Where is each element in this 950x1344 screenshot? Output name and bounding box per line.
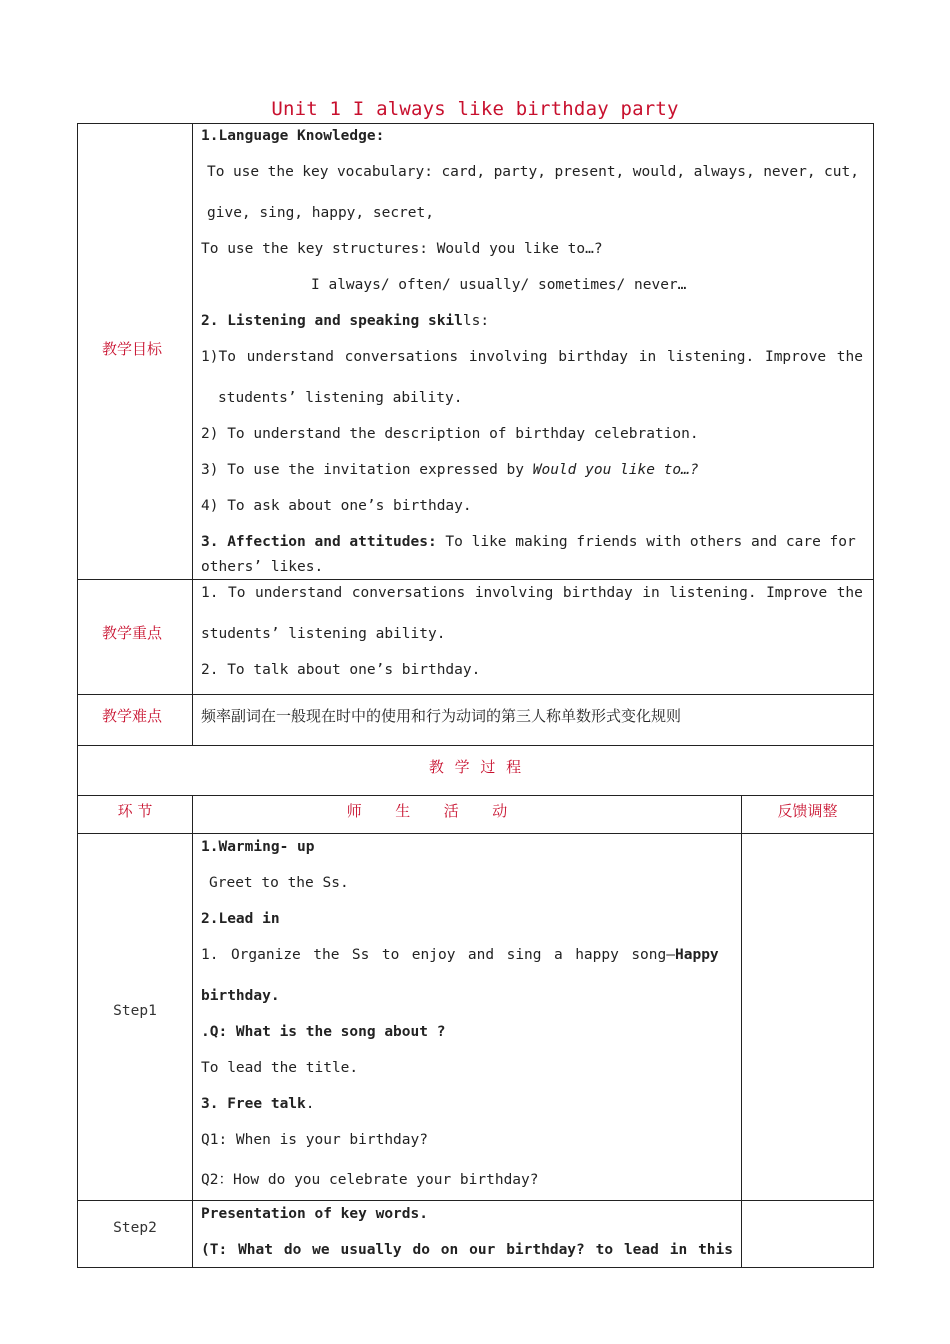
vocabulary-word: present, — [554, 164, 625, 180]
organize-word: 1. — [201, 947, 219, 963]
skill-1-line — [201, 349, 863, 365]
organize-word: and — [467, 947, 495, 963]
teacher-question-word: we — [312, 1242, 330, 1258]
teacher-question-word: in — [669, 1242, 688, 1258]
process-heading: 教 学 过 程 — [428, 758, 522, 776]
key-point-1-word: listening. — [669, 585, 757, 601]
teacher-question-word: What — [238, 1242, 273, 1258]
feedback-column-header: 反馈调整 — [777, 802, 838, 820]
skill-1-word: 1)To — [201, 349, 236, 365]
vocabulary-word: party, — [493, 164, 546, 180]
organize-word: to — [381, 947, 400, 963]
vocabulary-word: use — [232, 164, 260, 180]
difficult-points-label: 教学难点 — [102, 707, 163, 725]
skill-1-word: birthday — [558, 349, 629, 365]
question-2: Q2：How do you celebrate your birthday? — [201, 1172, 539, 1188]
organize-word: sing — [506, 947, 542, 963]
organize-word: song— — [631, 947, 675, 963]
teacher-question-line — [201, 1242, 733, 1258]
vocabulary-word: key — [302, 164, 329, 180]
organize-word: Organize — [230, 947, 301, 963]
teacher-question-word: lead — [623, 1242, 659, 1258]
teacher-question-word: usually — [340, 1242, 402, 1258]
skill-3: 3) To use the invitation expressed by Would you like to…? — [201, 462, 699, 478]
objectives-label: 教学目标 — [102, 340, 163, 358]
teacher-question-word: on — [440, 1242, 459, 1258]
skill-1-word: involving — [468, 349, 548, 365]
organize-word: a — [553, 947, 563, 963]
vocabulary-word: card, — [441, 164, 486, 180]
teacher-question-word: do — [412, 1242, 430, 1258]
warmup-heading: 1.Warming- up — [201, 839, 315, 855]
key-point-1-word: in — [642, 585, 660, 601]
organize-line-2: birthday. — [201, 988, 280, 1004]
teacher-question-word: this — [698, 1242, 733, 1258]
key-point-1 — [201, 585, 863, 601]
step2-label: Step2 — [113, 1220, 157, 1236]
affection-line-2: others’ likes. — [201, 559, 324, 575]
key-points-label: 教学重点 — [102, 624, 163, 642]
vocabulary-word: never, — [763, 164, 816, 180]
vocabulary-word: the — [267, 164, 294, 180]
organize-line: 1. Organize the Ss to enjoy and sing a happy song— Happy — [201, 947, 719, 963]
key-point-2: 2. To talk about one’s birthday. — [201, 662, 481, 678]
vocabulary-line-2: give, sing, happy, secret, — [207, 205, 434, 221]
song-question: .Q: What is the song about ? — [201, 1024, 446, 1040]
skills-heading: 2. Listening and speaking skills: — [201, 313, 490, 329]
skill-1-word: the — [836, 349, 863, 365]
key-point-1-word: To — [227, 585, 246, 601]
key-point-1-word: understand — [254, 585, 343, 601]
skill-2: 2) To understand the description of birthday celebration. — [201, 426, 699, 442]
key-point-1-word: conversations — [351, 585, 466, 601]
lead-in-heading: 2.Lead in — [201, 911, 280, 927]
skill-1-line-2: students’ listening ability. — [218, 390, 463, 406]
vocabulary-word: would, — [632, 164, 686, 180]
difficult-points-text: 频率副词在一般现在时中的使用和行为动词的第三人称单数形式变化规则 — [201, 707, 682, 725]
skill-1-word: understand — [246, 349, 334, 365]
key-point-1-word: the — [836, 585, 863, 601]
teacher-question-word: do — [283, 1242, 302, 1258]
lead-title-line: To lead the title. — [201, 1060, 359, 1076]
teacher-question-word: our — [469, 1242, 496, 1258]
stage-column-header: 环 节 — [117, 802, 153, 820]
skill-1-word: in — [638, 349, 657, 365]
skill-4: 4) To ask about one’s birthday. — [201, 498, 472, 514]
skill-1-word: conversations — [344, 349, 459, 365]
affection-line: 3. Affection and attitudes: To like making friends with others and care for — [201, 534, 856, 550]
vocabulary-word: vocabulary: — [336, 164, 433, 180]
skill-1-word: listening. — [666, 349, 755, 365]
vocabulary-word: cut, — [824, 164, 859, 180]
key-point-1-word: birthday — [562, 585, 633, 601]
organize-word: happy — [575, 947, 619, 963]
key-point-1-cont: students’ listening ability. — [201, 626, 446, 642]
structures-line-2: I always/ often/ usually/ sometimes/ never… — [311, 277, 687, 293]
structures-line: To use the key structures: Would you like to…? — [201, 241, 603, 257]
key-point-1-word: Improve — [766, 585, 828, 601]
presentation-heading: Presentation of key words. — [201, 1206, 428, 1222]
language-knowledge-heading: 1.Language Knowledge: — [201, 128, 385, 144]
question-1: Q1: When is your birthday? — [201, 1132, 428, 1148]
organize-word: enjoy — [411, 947, 456, 963]
free-talk-heading: 3. Free talk. — [201, 1096, 315, 1112]
key-point-1-word: involving — [474, 585, 554, 601]
vocabulary-word: To — [207, 164, 225, 180]
vocabulary-word: always, — [693, 164, 755, 180]
greet-line: Greet to the Ss. — [209, 875, 349, 891]
skill-1-word: Improve — [764, 349, 827, 365]
organize-word: Ss — [351, 947, 370, 963]
step1-label: Step1 — [113, 1003, 157, 1019]
organize-word: the — [313, 947, 340, 963]
teacher-question-word: (T: — [201, 1242, 228, 1258]
activity-column-header: 师 生 活 动 — [346, 802, 508, 820]
teacher-question-word: birthday? — [506, 1242, 585, 1258]
page-title: Unit 1 I always like birthday party — [271, 98, 679, 120]
teacher-question-word: to — [595, 1242, 614, 1258]
vocabulary-line — [207, 164, 859, 180]
key-point-1-word: 1. — [201, 585, 219, 601]
